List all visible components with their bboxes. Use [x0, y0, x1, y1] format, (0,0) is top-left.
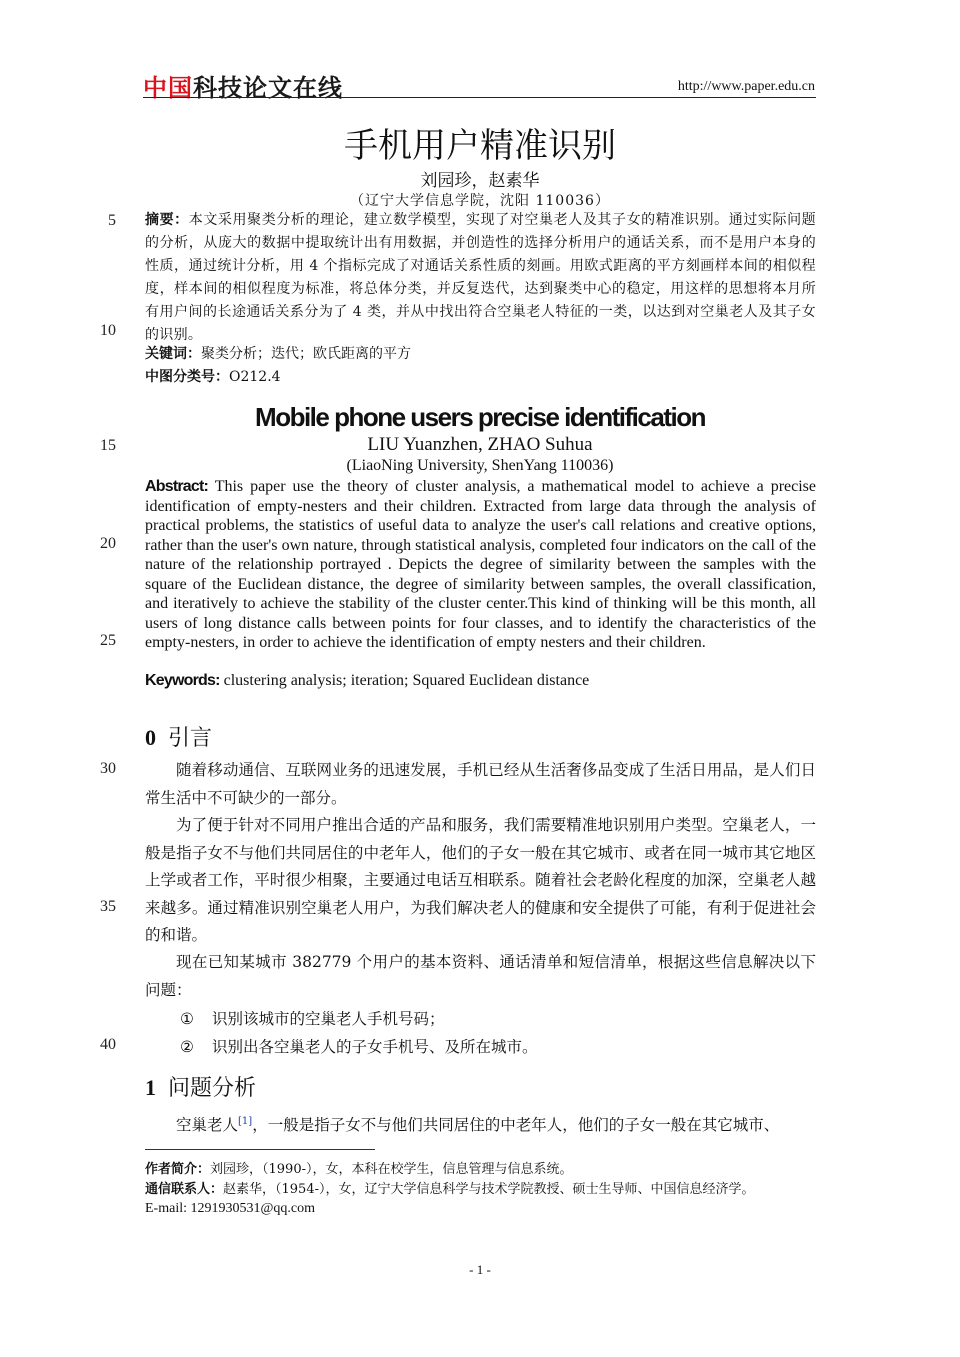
- footnote-contact-text: 赵素华，（1954-），女，辽宁大学信息科学与技术学院教授、硕士生导师、中国信息经济学。: [223, 1182, 755, 1197]
- header-url[interactable]: http://www.paper.edu.cn: [677, 79, 815, 94]
- body-paragraph: 现在已知某城市 382779 个用户的基本资料、通话清单和短信清单，根据这些信息解决以下问题：: [145, 953, 816, 999]
- clc-label: 中图分类号：: [145, 369, 229, 385]
- section-number: 0: [145, 725, 156, 750]
- section-title: 问题分析: [168, 1076, 257, 1101]
- footnote-author: [145, 1160, 825, 1180]
- affiliation-cn: （辽宁大学信息学院，沈阳 110036）: [350, 193, 610, 209]
- keywords-en-label: Keywords:: [145, 672, 220, 689]
- list-item-text: 识别该城市的空巢老人手机号码；: [212, 1010, 445, 1028]
- line-number: 40: [100, 1036, 116, 1053]
- abstract-cn-text: 本文采用聚类分析的理论，建立数学模型，实现了对空巢老人及其子女的精准识别。通过实际问题的分析，从庞大的数据中提取统计出有用数据，并创造性的选择分析用户的通话关系，而不是用户本身的性质，通过统计分析，用 4 个指标完成了对通话关系性质的刻画。用欧式距离的平方刻画样本间的相似程度，样本间的相似程度为标准，将总体分类，并反复迭代，达到聚类中心的稳定，用这样的思想将本月所有用户间的长途通话关系分为了 4 类，并从中找出符合空巢老人特征的一类，以达到对空巢老人及其子女的识别。: [145, 212, 816, 343]
- abstract-cn-label: 摘要：: [145, 212, 189, 228]
- header-divider: [143, 97, 816, 98]
- list-item: [180, 1007, 445, 1029]
- line-number: 35: [100, 898, 116, 915]
- line-number: 5: [108, 212, 116, 229]
- clc-number: [145, 366, 281, 386]
- line-number: 30: [100, 760, 116, 777]
- body-paragraph: [145, 1108, 816, 1140]
- list-marker: ②: [180, 1038, 194, 1056]
- line-number: 10: [100, 322, 116, 339]
- paper-title-cn: 手机用户精准识别: [344, 126, 616, 166]
- authors-en: LIU Yuanzhen, ZHAO Suhua: [367, 434, 593, 455]
- abstract-cn: [145, 209, 816, 347]
- body-paragraph: 随着移动通信、互联网业务的迅速发展，手机已经从生活奢侈品变成了生活日用品，是人们日常生活中不可缺少的一部分。: [145, 761, 816, 807]
- section-number: 1: [145, 1075, 156, 1100]
- logo-dark-part: 科技论文在线: [193, 74, 343, 102]
- footnote-author-text: 刘园珍，（1990-），女，本科在校学生，信息管理与信息系统。: [210, 1162, 573, 1177]
- keywords-cn-label: 关键词：: [145, 346, 201, 362]
- paragraph-rest: ，一般是指子女不与他们共同居住的中老年人，他们的子女一般在其它城市、: [252, 1116, 780, 1135]
- line-number: 20: [100, 535, 116, 552]
- section-heading-1: [145, 1071, 256, 1102]
- abstract-en-text: This paper use the theory of cluster analysis, a mathematical model to achieve a precise identification of empty-nesters and their children. Extracted from large data through the analysis of practical problems, the statistics of useful data to analyze the user's call relations and creative options, rather than the user's own nature, through statistical analysis, completed four indicators on the call of the nature of the relationship portrayed . Depicts the degree of similarity between the samples with the square of the Euclidean distance, the degree of similarity between samples, the overall classification, and iteratively to achieve the stability of the cluster center.This kind of thinking will be this month, all users of long distance calls between points for four classes, and to identify the characteristics of the empty-nesters, in order to achieve the identification of empty nesters and their children.: [145, 478, 816, 651]
- paragraph-start: 空巢老人: [176, 1116, 239, 1135]
- affiliation-en: (LiaoNing University, ShenYang 110036): [346, 457, 614, 474]
- footnote-contact-label: 通信联系人：: [145, 1182, 224, 1197]
- keywords-cn: [145, 343, 411, 363]
- keywords-cn-text: 聚类分析；迭代；欧氏距离的平方: [201, 346, 411, 362]
- line-number: 25: [100, 632, 116, 649]
- keywords-en-text: clustering analysis; iteration; Squared Euclidean distance: [223, 672, 590, 689]
- page-number: - 1 -: [469, 1262, 491, 1277]
- footnote-email[interactable]: E-mail: 1291930531@qq.com: [145, 1201, 315, 1216]
- paper-title-en: Mobile phone users precise identification: [255, 402, 705, 432]
- keywords-en: [145, 671, 816, 691]
- section-heading-0: [145, 721, 212, 752]
- line-number: 15: [100, 437, 116, 454]
- clc-text: O212.4: [229, 369, 281, 385]
- authors-cn: 刘园珍，赵素华: [420, 171, 540, 191]
- footnote-divider: [145, 1149, 375, 1150]
- footnote-author-label: 作者简介：: [145, 1162, 211, 1177]
- list-item: [180, 1035, 538, 1057]
- body-paragraph: 为了便于针对不同用户推出合适的产品和服务，我们需要精准地识别用户类型。空巢老人，一般是指子女不与他们共同居住的中老年人，他们的子女一般在其它城市、或者在同一城市其它地区上学或者工作，平时很少相聚，主要通过电话互相联系。随着社会老龄化程度的加深，空巢老人越来越多。通过精准识别空巢老人用户，为我们解决老人的健康和安全提供了可能，有利于促进社会的和谐。: [145, 816, 816, 944]
- section-title: 引言: [168, 726, 213, 751]
- footnote-contact: [145, 1180, 825, 1200]
- citation-ref[interactable]: [1]: [238, 1116, 253, 1127]
- list-item-text: 识别出各空巢老人的子女手机号、及所在城市。: [212, 1038, 538, 1056]
- logo-red-part: 中国: [143, 74, 193, 102]
- list-marker: ①: [180, 1010, 194, 1028]
- abstract-en-label: Abstract:: [145, 478, 209, 495]
- abstract-en: [145, 477, 816, 653]
